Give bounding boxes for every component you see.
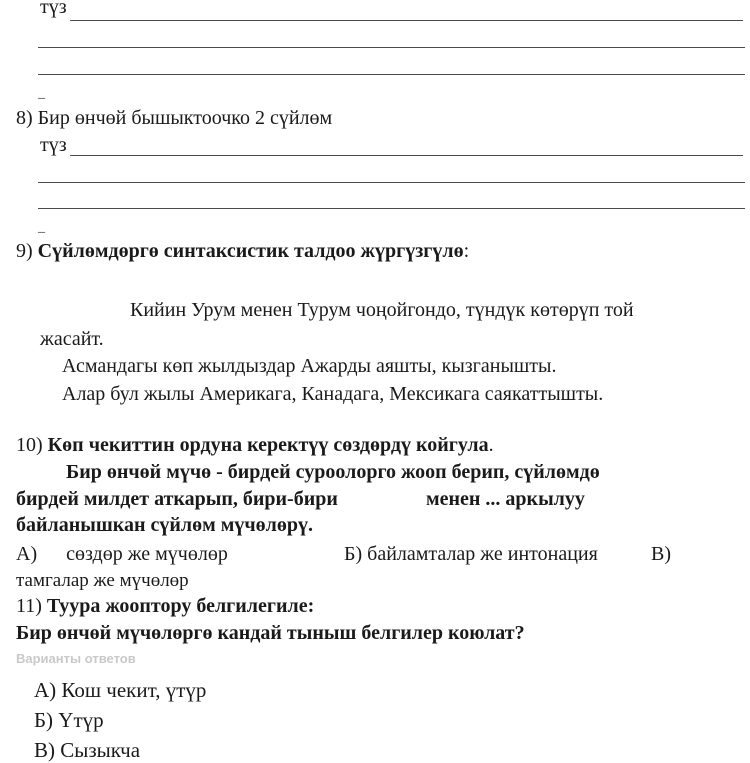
q10-option-a[interactable] <box>16 543 228 566</box>
q9-sentence-1-part-1: Кийин Урум менен Турум чоңойгондо, түндүк көтөрүп той <box>130 299 634 321</box>
q9-sentence-3: Алар бул жылы Америкага, Канадага, Мексикага саякаттышты. <box>62 383 604 405</box>
q8-dash-mark: _ <box>38 220 45 235</box>
q8-answer-line-3[interactable] <box>38 208 745 209</box>
q11-option-v[interactable]: В) Сызыкча <box>34 738 141 762</box>
q7-dash-mark: _ <box>38 86 45 101</box>
q10-number: 10) <box>16 434 43 456</box>
q7-answer-line-2[interactable] <box>38 47 745 48</box>
q10-heading <box>16 434 494 457</box>
q8-answer-line-2[interactable] <box>38 182 745 183</box>
q9-colon: : <box>463 240 470 262</box>
q11-question: Бир өнчөй мүчөлөргө кандай тыныш белгилер коюлат? <box>16 622 525 644</box>
q10-option-v-label[interactable]: В) <box>651 543 671 565</box>
q10-option-v-text[interactable]: тамгалар же мүчөлөр <box>16 570 189 591</box>
q11-option-b[interactable]: Б) Үтүр <box>34 708 104 732</box>
q8-number: 8) <box>16 107 33 129</box>
q7-answer-line-3[interactable] <box>38 74 745 75</box>
q8-text: Бир өнчөй бышыктоочко 2 сүйлөм <box>37 107 333 129</box>
q10-title: Көп чекиттин ордуна керектүү сөздөрдү койгула <box>47 434 489 456</box>
q9-sentence-1-part-2: жасайт. <box>40 328 104 350</box>
q11-number: 11) <box>16 595 42 617</box>
q10-statement-line-3: байланышкан сүйлөм мүчөлөрү. <box>16 514 314 536</box>
q7-tuz-label: түз <box>40 0 67 18</box>
q8-tuz-label: түз <box>40 134 67 156</box>
q9-sentence-2: Асмандагы көп жылдыздар Ажарды аяшты, кызганышты. <box>62 355 557 377</box>
q9-title: Сүйлөмдөргө синтаксистик талдоо жүргүзгүлө <box>37 240 464 262</box>
q11-option-a[interactable]: А) Кош чекит, үтүр <box>34 678 207 702</box>
q10-option-b[interactable]: Б) байламталар же интонация <box>344 543 598 565</box>
q9-heading <box>16 240 469 263</box>
q10-statement-line-2b: менен ... аркылуу <box>426 488 585 510</box>
q8-answer-line-1[interactable] <box>70 155 743 156</box>
q11-title: Туура жооптору белгилегиле: <box>46 595 315 617</box>
q10-option-a-text: сөздөр же мүчөлөр <box>66 543 228 565</box>
q10-period: . <box>488 434 494 456</box>
q11-answer-variants-hint: Варианты ответов <box>16 651 136 666</box>
q10-option-a-label: А) <box>16 543 38 565</box>
q9-number: 9) <box>16 240 33 262</box>
q10-statement-line-1: Бир өнчөй мүчө - бирдей суроолорго жооп берип, сүйлөмдө <box>66 461 600 483</box>
q7-answer-line-1[interactable] <box>70 20 743 21</box>
q10-statement-line-2a: бирдей милдет аткарып, бири-бири <box>16 488 338 510</box>
q11-heading <box>16 595 314 618</box>
q8-heading <box>16 107 332 130</box>
